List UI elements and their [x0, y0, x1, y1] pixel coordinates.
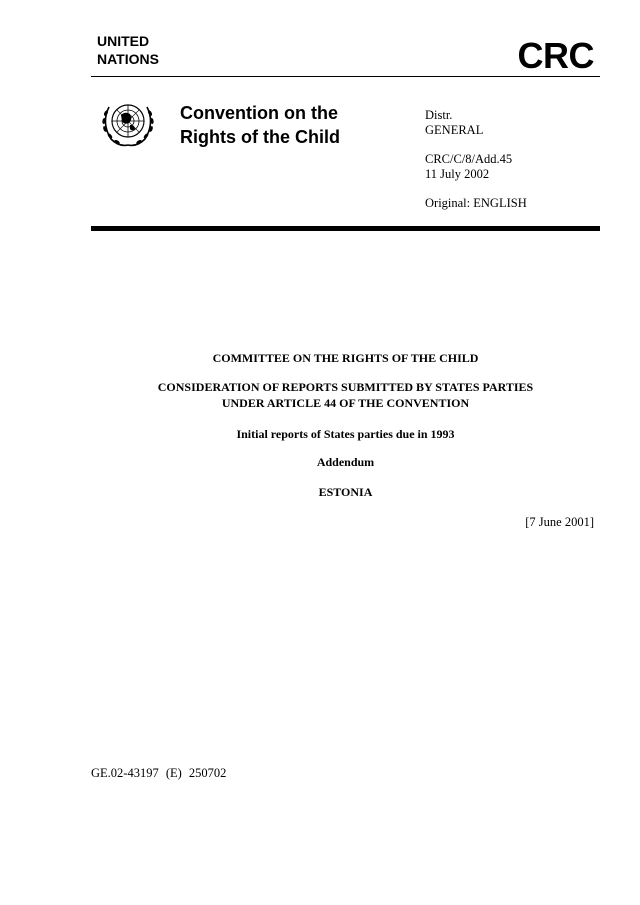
initial-reports-heading: Initial reports of States parties due in 1993 — [236, 427, 455, 441]
consideration-heading — [91, 379, 600, 411]
distribution-block — [425, 108, 483, 138]
addendum-heading: Addendum — [316, 455, 375, 469]
distr-label: Distr. — [425, 108, 453, 122]
consideration-line-2: UNDER ARTICLE 44 OF THE CONVENTION — [221, 396, 470, 410]
title-line-2: Rights of the Child — [180, 127, 340, 147]
org-line-1: UNITED — [97, 33, 150, 49]
org-line-2: NATIONS — [97, 51, 159, 67]
doc-symbol: CRC/C/8/Add.45 — [425, 152, 513, 166]
consideration-line-1: CONSIDERATION OF REPORTS SUBMITTED BY STATES PARTIES — [157, 380, 534, 394]
issue-date: 11 July 2002 — [425, 167, 490, 181]
footer-job-number: GE.02-43197 (E) 250702 — [91, 766, 227, 780]
masthead-divider — [91, 226, 600, 231]
distr-value: GENERAL — [425, 123, 484, 137]
document-series-symbol: CRC — [517, 35, 594, 76]
country-heading: ESTONIA — [318, 485, 373, 499]
convention-title — [180, 101, 340, 149]
un-emblem-icon — [97, 95, 159, 151]
original-language: Original: ENGLISH — [425, 196, 527, 210]
symbol-date-block — [425, 152, 512, 182]
committee-heading: COMMITTEE ON THE RIGHTS OF THE CHILD — [212, 351, 479, 365]
organization-name — [97, 32, 159, 68]
header-divider — [91, 76, 600, 77]
title-line-1: Convention on the — [180, 103, 338, 123]
received-date: [7 June 2001] — [525, 515, 594, 529]
